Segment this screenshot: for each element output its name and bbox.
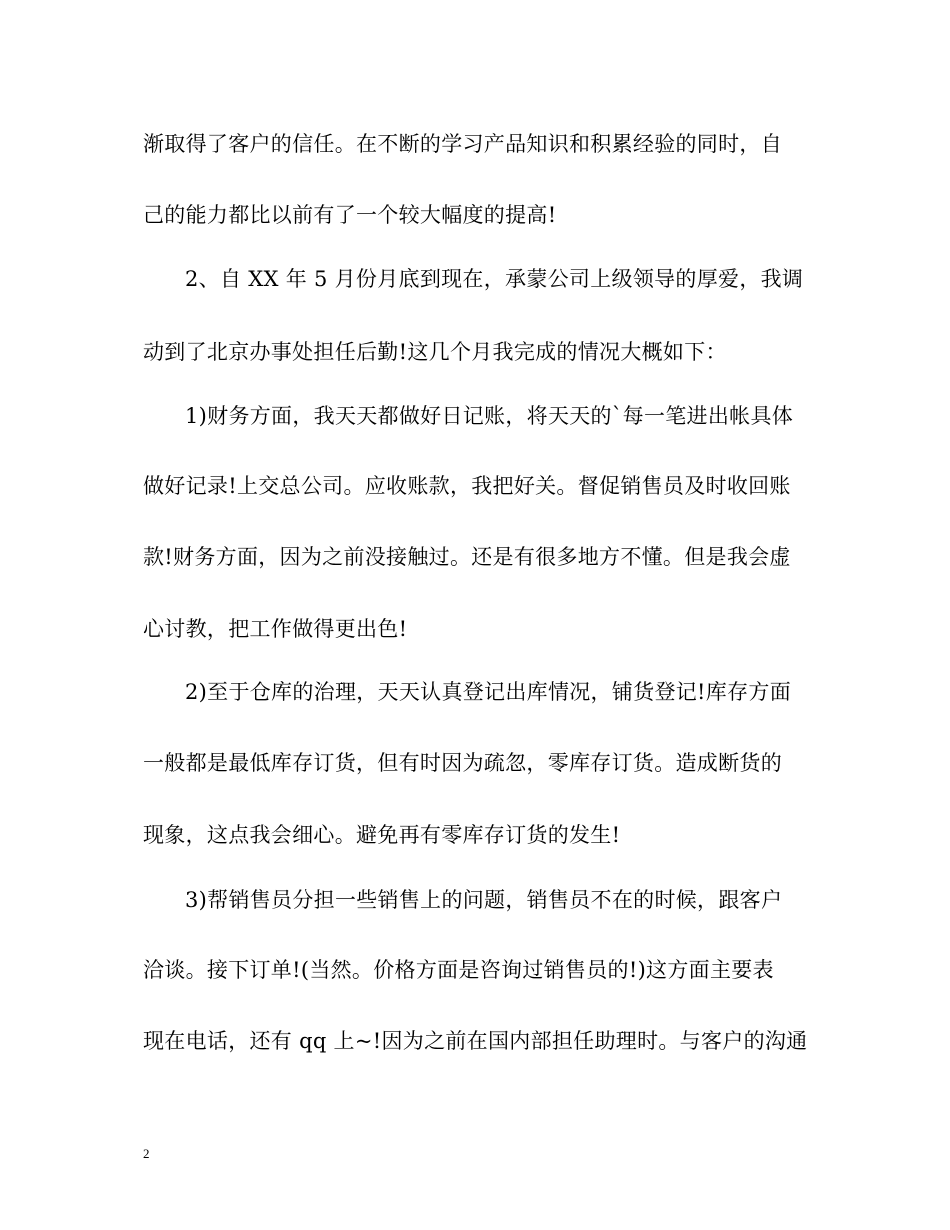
page-number: 2 [143, 1146, 150, 1161]
text-line: 2)至于仓库的治理，天天认真登记出库情况，铺货登记!库存方面 [185, 680, 791, 704]
text-line: 做好记录!上交总公司。应收账款，我把好关。督促销售员及时收回账 [143, 474, 791, 498]
text-line: 1)财务方面，我天天都做好日记账，将天天的`每一笔进出帐具体 [185, 404, 794, 428]
text-line: 心讨教，把工作做得更出色! [143, 617, 408, 641]
text-line: 3)帮销售员分担一些销售上的问题，销售员不在的时候，跟客户 [185, 888, 783, 912]
text-line: 渐取得了客户的信任。在不断的学习产品知识和积累经验的同时，自 [143, 132, 782, 156]
text-line: 动到了北京办事处担任后勤!这几个月我完成的情况大概如下： [143, 340, 727, 364]
text-line: 己的能力都比以前有了一个较大幅度的提高! [143, 203, 557, 227]
text-line: 2、自 XX 年 5 月份月底到现在，承蒙公司上级领导的厚爱，我调 [185, 267, 804, 291]
text-line: 一般都是最低库存订货，但有时因为疏忽，零库存订货。造成断货的 [143, 751, 782, 775]
text-line: 现象，这点我会细心。避免再有零库存订货的发生! [143, 823, 621, 847]
text-line: 款!财务方面，因为之前没接触过。还是有很多地方不懂。但是我会虚 [143, 545, 791, 569]
text-line: 现在电话，还有 qq 上~!因为之前在国内部担任助理时。与客户的沟通 [143, 1029, 808, 1053]
text-line: 洽谈。接下订单!(当然。价格方面是咨询过销售员的!)这方面主要表 [143, 958, 774, 982]
